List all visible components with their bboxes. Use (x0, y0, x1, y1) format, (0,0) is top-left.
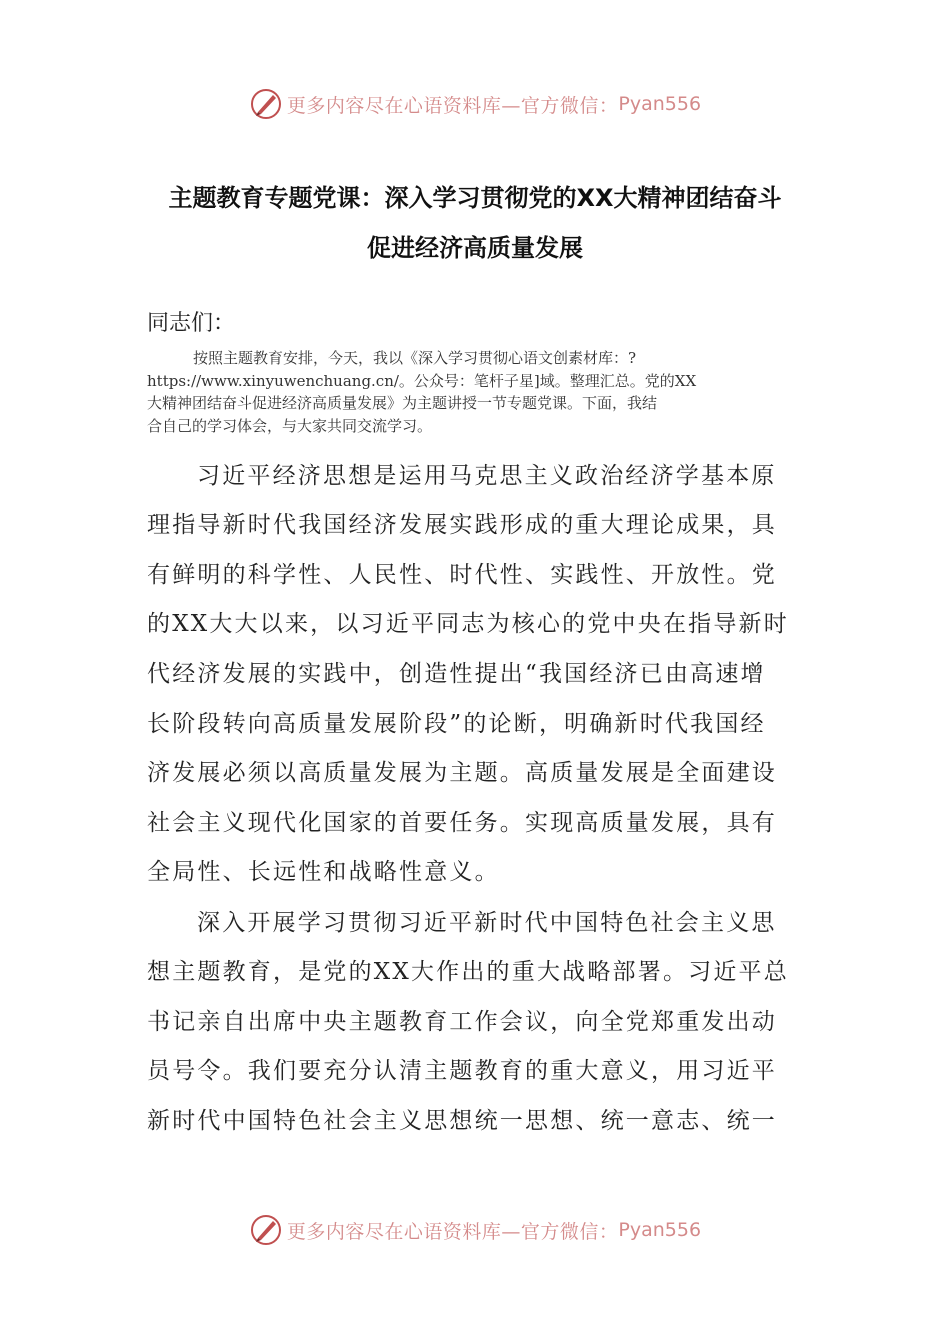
body-line: 全局性、长远性和战略性意义。 (147, 859, 500, 885)
body-line: 社会主义现代化国家的首要任务。实现高质量发展，具有 (147, 810, 777, 836)
intro-line: 按照主题教育安排，今天，我以《深入学习贯彻心语文创素材库：? (193, 349, 637, 367)
body-line: 有鲜明的科学性、人民性、时代性、实践性、开放性。党 (147, 562, 777, 588)
body-line: 想主题教育，是党的XX大作出的重大战略部署。习近平总 (147, 959, 789, 985)
body-line: 的XX大大以来，以习近平同志为核心的党中央在指导新时 (147, 611, 789, 637)
watermark-wechat-id: Pyan556 (618, 93, 702, 115)
body-line: 理指导新时代我国经济发展实践形成的重大理论成果，具 (147, 512, 777, 538)
header-watermark (0, 84, 950, 124)
body-line: 济发展必须以高质量发展为主题。高质量发展是全面建设 (147, 760, 777, 786)
body-line: 习近平经济思想是运用马克思主义政治经济学基本原 (197, 463, 777, 489)
intro-line: 大精神团结奋斗促进经济高质量发展》为主题讲授一节专题党课。下面，我结 (147, 394, 658, 412)
intro-line: 合自己的学习体会，与大家共同交流学习。 (147, 416, 433, 435)
document-title-line-1: 主题教育专题党课：深入学习贯彻党的XX大精神团结奋斗 (168, 184, 782, 212)
intro-line: https://www.xinyuwenchuang.cn/。公众号：笔杆子星]域。整理汇总。党的XX (147, 371, 697, 390)
document-title-line-2: 促进经济高质量发展 (367, 234, 583, 262)
body-line: 深入开展学习贯彻习近平新时代中国特色社会主义思 (197, 910, 777, 936)
body-line: 员号令。我们要充分认清主题教育的重大意义，用习近平 (147, 1058, 777, 1084)
watermark-wechat-id: Pyan556 (618, 1219, 702, 1241)
pen-logo-icon (249, 87, 283, 121)
watermark-text: 更多内容尽在心语资料库—官方微信： (286, 94, 619, 117)
body-line: 书记亲自出席中央主题教育工作会议，向全党郑重发出动 (147, 1009, 777, 1035)
footer-watermark (0, 1210, 950, 1250)
pen-logo-icon (249, 1213, 283, 1247)
body-line: 代经济发展的实践中，创造性提出“我国经济已由高速增 (147, 661, 766, 687)
body-line: 长阶段转向高质量发展阶段”的论断，明确新时代我国经 (147, 711, 766, 737)
salutation: 同志们： (147, 311, 236, 336)
intro-paragraph (147, 347, 807, 437)
body-line: 新时代中国特色社会主义思想统一思想、统一意志、统一 (147, 1108, 777, 1134)
watermark-text: 更多内容尽在心语资料库—官方微信： (286, 1220, 619, 1243)
